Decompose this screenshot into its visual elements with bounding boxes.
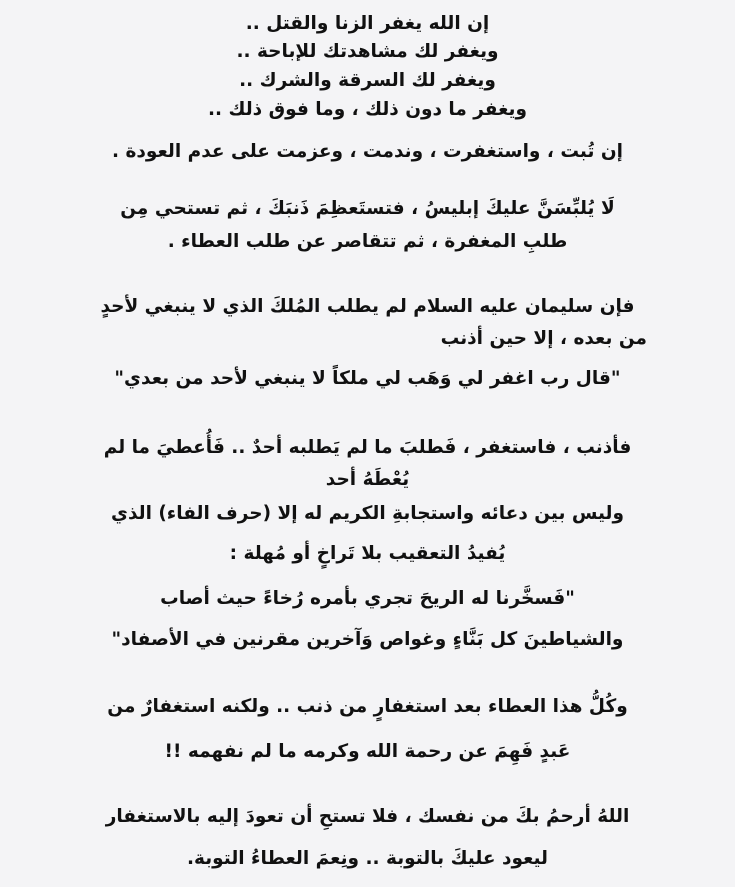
text-line: فأذنب ، فاستغفر ، فَطلبَ ما لم يَطلبه أحدٌ .. فَأُعطيَ ما لم bbox=[103, 437, 632, 458]
text-line: والشياطينَ كل بَنَّاءٍ وغواص وَآخرين مقرنين في الأصفاد" bbox=[111, 629, 624, 650]
text-line: إن تُبت ، واستغفرت ، وندمت ، وعزمت على عدم العودة . bbox=[112, 141, 623, 162]
text-line: ليعود عليكَ بالتوبة .. ونِعمَ العطاءُ التوبة. bbox=[186, 848, 549, 869]
text-line: ويغفر لك مشاهدتك للإباحة .. bbox=[236, 41, 499, 62]
text-line: من بعده ، إلا حين أذنب bbox=[440, 328, 647, 349]
text-line: عَبدٍ فَهِمَ عن رحمة الله وكرمه ما لم نفهمه !! bbox=[164, 741, 571, 762]
text-line: ويغفر لك السرقة والشرك .. bbox=[239, 70, 496, 91]
text-line: لَا يُلبِّسَنَّ عليكَ إبليسُ ، فتستَعظِمَ ذَنبَكَ ، ثم تستحي مِن bbox=[120, 198, 615, 219]
text-line: إن الله يغفر الزنا والقتل .. bbox=[245, 13, 490, 34]
text-line: "قال رب اغفر لي وَهَب لي ملكاً لا ينبغي لأحد من بعدي" bbox=[114, 368, 621, 389]
text-line: يُعْطَهُ أحد bbox=[325, 469, 410, 490]
text-line: يُفيدُ التعقيب بلا تَراخٍ أو مُهلة : bbox=[229, 543, 506, 564]
text-line: اللهُ أرحمُ بكَ من نفسك ، فلا تستحِ أن تعودَ إليه بالاستغفار bbox=[105, 806, 630, 827]
text-line: ويغفر ما دون ذلك ، وما فوق ذلك .. bbox=[208, 99, 527, 120]
text-line: طلبِ المغفرة ، ثم تتقاصر عن طلب العطاء . bbox=[167, 231, 568, 252]
text-line: "فَسخَّرنا له الريحَ تجري بأمره رُخاءً حيث أصاب bbox=[160, 588, 575, 609]
text-line: وكُلُّ هذا العطاء بعد استغفارٍ من ذنب .. ولكنه استغفارٌ من bbox=[107, 696, 628, 717]
text-line: وليس بين دعائه واستجابةِ الكريم له إلا (حرف الفاء) الذي bbox=[110, 503, 624, 524]
text-line: فإن سليمان عليه السلام لم يطلب المُلكَ الذي لا ينبغي لأحدٍ bbox=[100, 296, 635, 317]
